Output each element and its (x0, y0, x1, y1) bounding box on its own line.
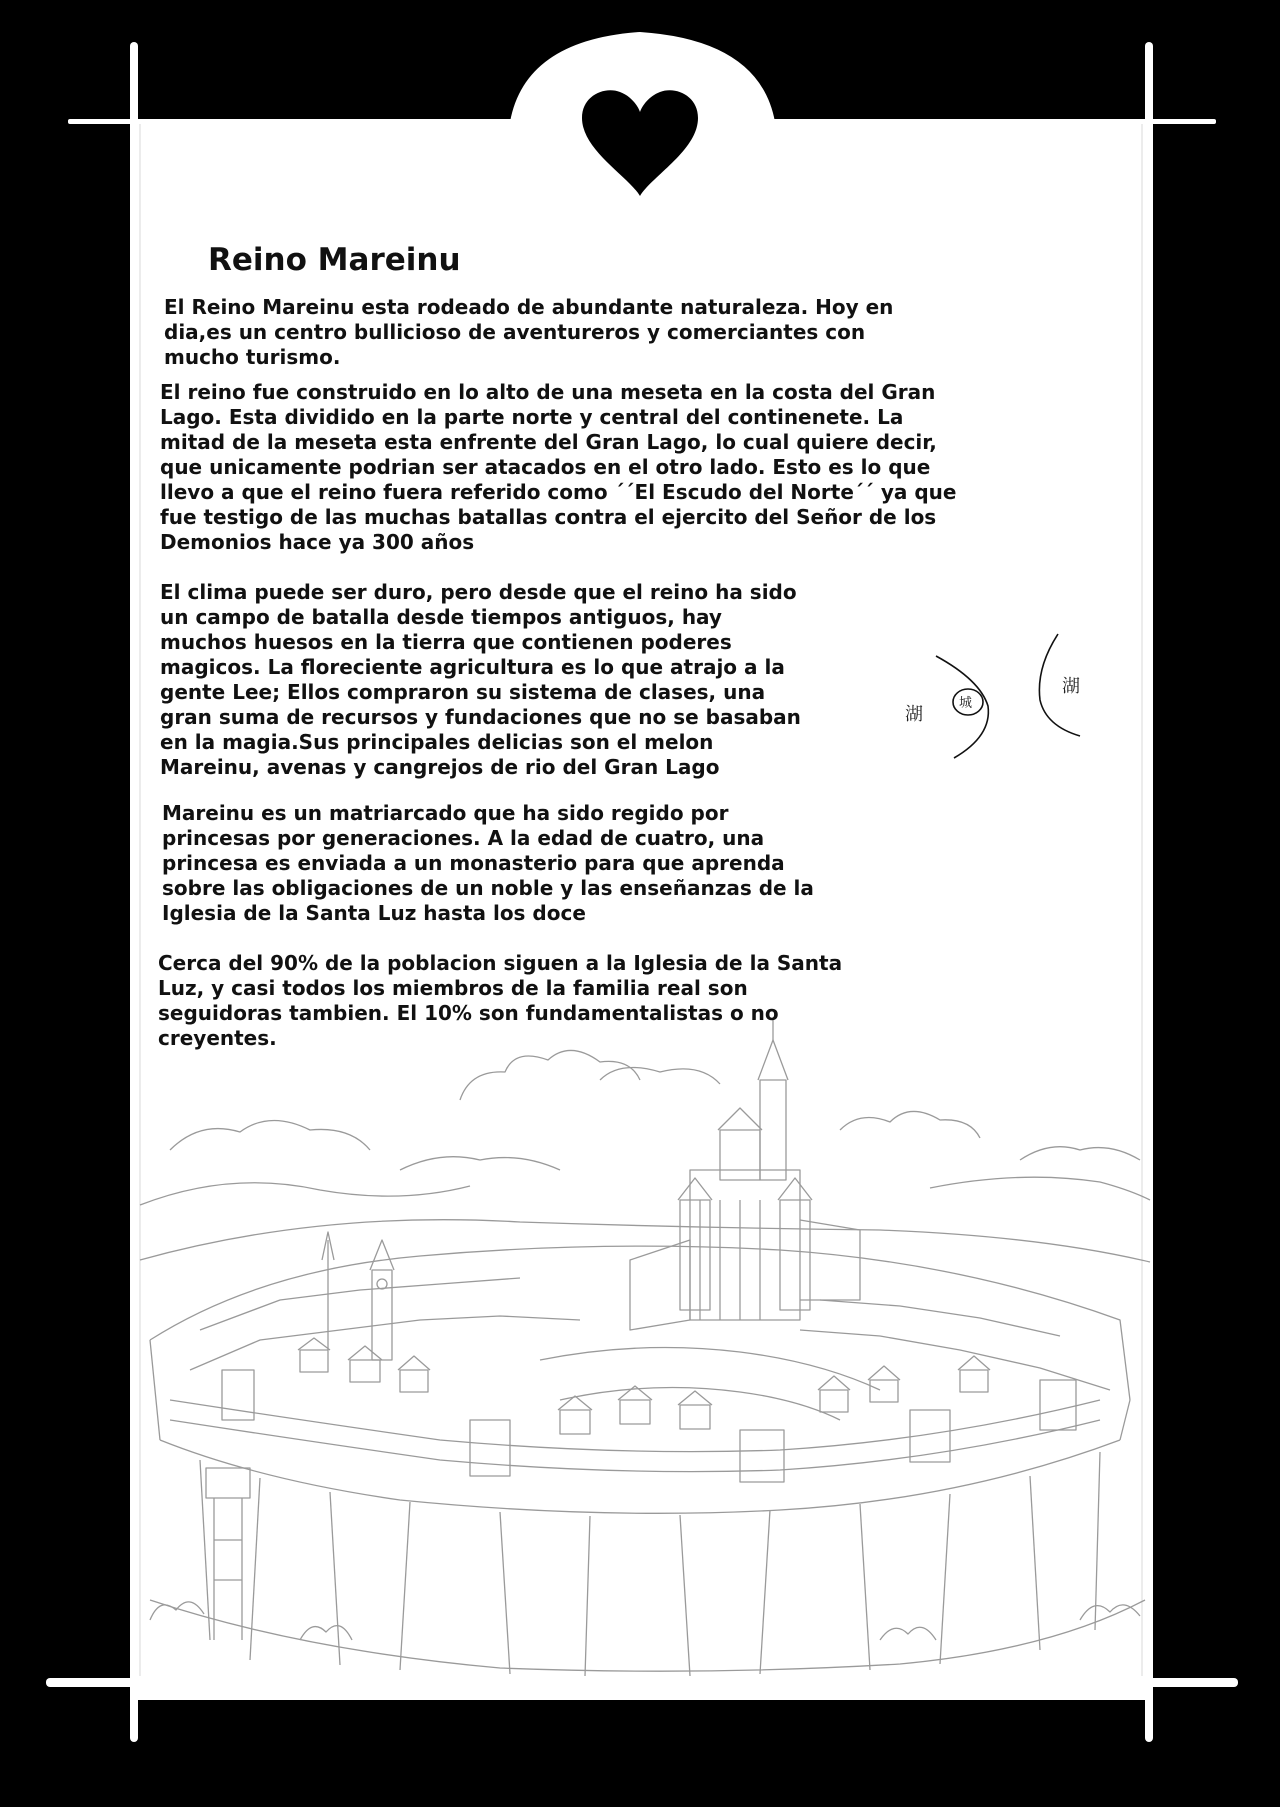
sketch-label-lake-left: 湖 (905, 704, 923, 725)
page-title: Reino Mareinu (208, 242, 461, 278)
paragraph-history: El reino fue construido en lo alto de una meseta en la costa del Gran Lago. Esta dividido en la parte norte y central del continenete. La mitad de la meseta esta enfrente del Gran Lago, lo cual quiere decir, que unicamente podrian ser atacados en el otro lado. Esto es lo que llevo a que el reino fuera referido como ´´El Escudo del Norte´´ ya que fue testigo de las muchas batallas contra el ejercito del Señor de los Demonios hace ya 300 años (160, 380, 957, 554)
right-post (1145, 42, 1153, 1742)
sketch-label-castle: 城 (959, 696, 973, 711)
paragraph-matriarchy: Mareinu es un matriarcado que ha sido regido por princesas por generaciones. A la edad de cuatro, una princesa es enviada a un monasterio para que aprenda sobre las obligaciones de un noble y las enseñanzas de la Iglesia de la Santa Luz hasta los doce (162, 801, 814, 925)
paragraph-religion: Cerca del 90% de la poblacion siguen a la Iglesia de la Santa Luz, y casi todos los miembros de la familia real son seguidoras tambien. El 10% son fundamentalistas o no creyentes. (158, 951, 843, 1050)
paragraph-climate: El clima puede ser duro, pero desde que el reino ha sido un campo de batalla desde tiempos antiguos, hay muchos huesos en la tierra que contienen poderes magicos. La floreciente agricultura es lo que atrajo a la gente Lee; Ellos compraron su sistema de clases, una gran suma de recursos y fundaciones que no se basaban en la magia.Sus principales delicias son el melon Mareinu, avenas y cangrejos de rio del Gran Lago (160, 580, 801, 779)
left-post (130, 42, 138, 1742)
bottom-rod (46, 1678, 1238, 1687)
paragraph-intro: El Reino Mareinu esta rodeado de abundante naturaleza. Hoy en dia,es un centro bullicioso de aventureros y comerciantes con mucho turismo. (164, 295, 894, 369)
sketch-label-lake-right: 湖 (1062, 676, 1080, 697)
